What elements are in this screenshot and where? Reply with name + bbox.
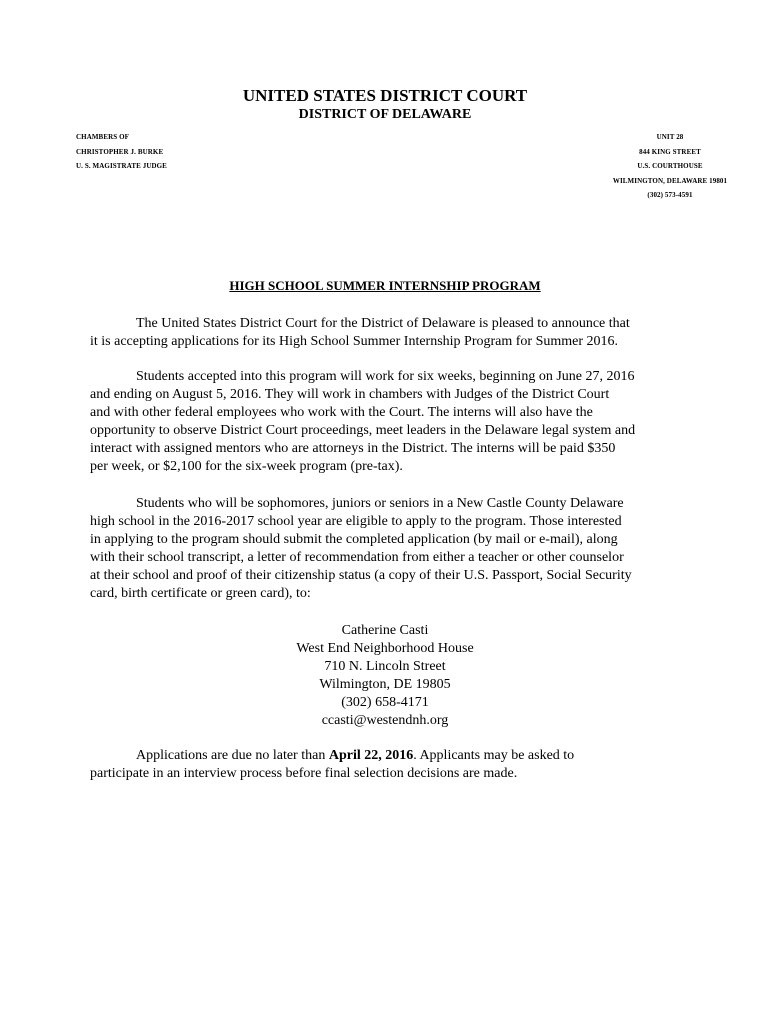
chambers-line: U. S. MAGISTRATE JUDGE <box>76 162 167 170</box>
address-line: UNIT 28 <box>656 133 684 141</box>
paragraph-line: with their school transcript, a letter of recommendation from either a teacher or other counselor <box>90 550 624 565</box>
paragraph-program-details <box>90 368 690 476</box>
contact-address-block <box>0 622 770 730</box>
contact-email[interactable]: ccasti@westendnh.org <box>321 713 449 728</box>
contact-organization: West End Neighborhood House <box>296 641 474 656</box>
chambers-line: CHRISTOPHER J. BURKE <box>76 148 164 156</box>
court-title: UNITED STATES DISTRICT COURT <box>242 86 528 105</box>
paragraph-line: high school in the 2016-2017 school year are eligible to apply to the program. Those interested <box>90 514 622 529</box>
paragraph-line: opportunity to observe District Court proceedings, meet leaders in the Delaware legal system and <box>90 423 636 438</box>
document-heading <box>0 278 770 294</box>
address-line: (302) 573-4591 <box>647 191 693 199</box>
chambers-line: CHAMBERS OF <box>76 133 130 141</box>
paragraph-eligibility <box>90 495 690 603</box>
paragraph-line: it is accepting applications for its High School Summer Internship Program for Summer 2016. <box>90 334 619 349</box>
closing-text-after: . Applicants may be asked to <box>413 748 575 763</box>
paragraph-line <box>90 747 690 765</box>
paragraph-line: and with other federal employees who work with the Court. The interns will also have the <box>90 405 593 420</box>
paragraph-deadline <box>90 747 690 783</box>
contact-phone: (302) 658-4171 <box>341 695 429 710</box>
address-line: 844 KING STREET <box>639 148 701 156</box>
contact-city: Wilmington, DE 19805 <box>319 677 451 692</box>
paragraph-announcement <box>90 315 690 351</box>
deadline-date: April 22, 2016 <box>328 748 414 763</box>
paragraph-line: participate in an interview process before final selection decisions are made. <box>90 766 518 781</box>
address-line: U.S. COURTHOUSE <box>637 162 703 170</box>
paragraph-line: card, birth certificate or green card), to: <box>90 586 311 601</box>
contact-name: Catherine Casti <box>341 623 429 638</box>
paragraph-line: Students accepted into this program will work for six weeks, beginning on June 27, 2016 <box>136 369 635 384</box>
paragraph-line: per week, or $2,100 for the six-week program (pre-tax). <box>90 459 403 474</box>
contact-street: 710 N. Lincoln Street <box>324 659 446 674</box>
paragraph-line: The United States District Court for the District of Delaware is pleased to announce that <box>136 316 630 331</box>
paragraph-line: Students who will be sophomores, juniors or seniors in a New Castle County Delaware <box>136 496 624 511</box>
address-line: WILMINGTON, DELAWARE 19801 <box>612 177 728 185</box>
heading-text: HIGH SCHOOL SUMMER INTERNSHIP PROGRAM <box>229 278 541 293</box>
paragraph-line: and ending on August 5, 2016. They will work in chambers with Judges of the District Court <box>90 387 610 402</box>
district-title: DISTRICT OF DELAWARE <box>298 107 472 122</box>
closing-text-before: Applications are due no later than <box>136 748 329 763</box>
paragraph-line: in applying to the program should submit the completed application (by mail or e-mail), along <box>90 532 618 547</box>
paragraph-line: at their school and proof of their citizenship status (a copy of their U.S. Passport, Social Security <box>90 568 632 583</box>
paragraph-line: interact with assigned mentors who are attorneys in the District. The interns will be paid $350 <box>90 441 616 456</box>
